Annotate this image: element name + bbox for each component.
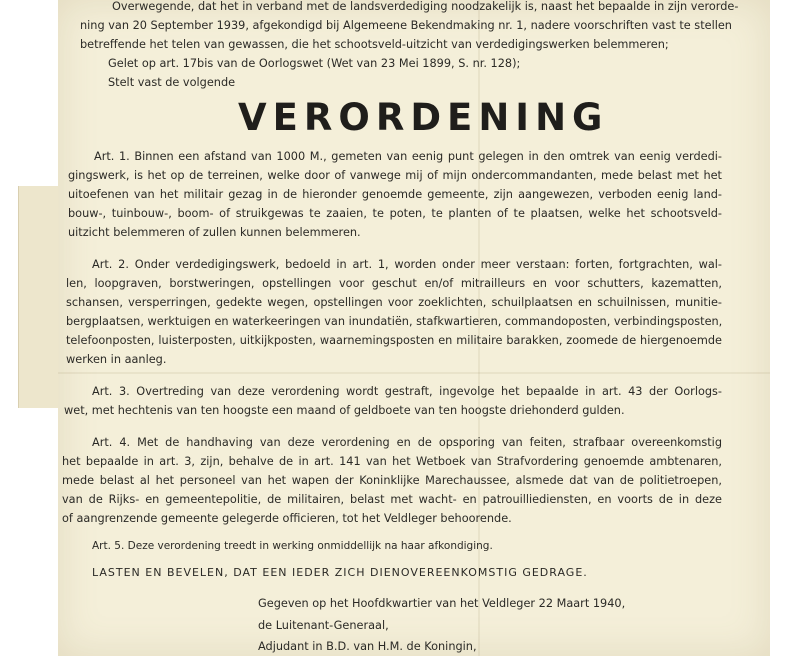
- art4-line: Art. 4. Met de handhaving van deze verordening en de opsporing van feiten, strafbaar overeenkomstig: [92, 436, 722, 449]
- art2-line: telefoonposten, luisterposten, uitkijkposten, waarnemingsposten en militaire barakken, zoomede de hiergenoemde: [66, 334, 722, 347]
- art5-line: Art. 5. Deze verordening treedt in werking onmiddellijk na haar afkondiging.: [92, 540, 493, 552]
- art2-line: Art. 2. Onder verdedigingswerk, bedoeld in art. 1, worden onder meer verstaan: forten, fortgrachten, wal-: [92, 258, 722, 271]
- art2-line: bergplaatsen, werktuigen en waterkeeringen van inundatiën, stafkwartieren, commandoposten, verbindingsposten,: [66, 315, 723, 328]
- art1-line: uitoefenen van het militair gezag in de hieronder genoemde gemeente, zijn aangewezen, verboden eenig land-: [68, 188, 722, 201]
- art1-line: Art. 1. Binnen een afstand van 1000 M., gemeten van eenig punt gelegen in den omtrek van eenig verdedi-: [94, 150, 722, 163]
- signature-date-line: Gegeven op het Hoofdkwartier van het Veldleger 22 Maart 1940,: [258, 597, 626, 610]
- art4-line: mede belast al het personeel van het wapen der Koninklijke Marechaussee, alsmede dat van de politietroepen,: [62, 474, 722, 487]
- signature-title-line: Adjudant in B.D. van H.M. de Koningin,: [258, 640, 477, 653]
- closing-line: LASTEN EN BEVELEN, DAT EEN IEDER ZICH DIENOVEREENKOMSTIG GEDRAGE.: [92, 566, 588, 579]
- preamble-line: betreffende het telen van gewassen, die het schootsveld-uitzicht van verdedigingswerken belemmeren;: [80, 38, 669, 51]
- art2-line: werken in aanleg.: [66, 353, 167, 366]
- art4-line: het bepaalde in art. 3, zijn, behalve de in art. 141 van het Wetboek van Strafvordering genoemde ambtenaren,: [62, 455, 722, 468]
- paper-flap: [18, 186, 61, 408]
- document-title: VERORDENING: [238, 96, 609, 139]
- signature-rank-line: de Luitenant-Generaal,: [258, 619, 389, 632]
- art3-line: Art. 3. Overtreding van deze verordening wordt gestraft, ingevolge het bepaalde in art. 43 der Oorlogs-: [92, 385, 722, 398]
- art2-line: len, loopgraven, borstweringen, opstellingen voor geschut en/of mitrailleurs en voor schutters, kazematten,: [66, 277, 722, 290]
- preamble-line: Overwegende, dat het in verband met de landsverdediging noodzakelijk is, naast het bepaalde in zijn verorde-: [112, 0, 739, 13]
- preamble-line: Stelt vast de volgende: [108, 76, 236, 89]
- art1-line: uitzicht belemmeren of zullen kunnen belemmeren.: [68, 226, 361, 239]
- fold-line-horizontal: [58, 372, 770, 374]
- preamble-line: Gelet op art. 17bis van de Oorlogswet (Wet van 23 Mei 1899, S. nr. 128);: [108, 57, 521, 70]
- art4-line: van de Rijks- en gemeentepolitie, de militairen, belast met wacht- en patrouilliediensten, en voorts de in deze: [62, 493, 722, 506]
- art2-line: schansen, versperringen, gedekte wegen, opstellingen voor zoeklichten, schuilplaatsen en schuilnissen, munitie-: [66, 296, 722, 309]
- preamble-line: ning van 20 September 1939, afgekondigd bij Algemeene Bekendmaking nr. 1, nadere voorschriften vast te stellen: [80, 19, 732, 32]
- art3-line: wet, met hechtenis van ten hoogste een maand of geldboete van ten hoogste driehonderd gulden.: [64, 404, 625, 417]
- art4-line: of aangrenzende gemeente gelegerde officieren, tot het Veldleger behoorende.: [62, 512, 512, 525]
- art1-line: gingswerk, is het op de terreinen, welke door of vanwege mij of mijn ondercommandanten, mede belast met het: [68, 169, 722, 182]
- art1-line: bouw-, tuinbouw-, boom- of struikgewas te zaaien, te poten, te planten of te plaatsen, welke het schootsveld-: [68, 207, 722, 220]
